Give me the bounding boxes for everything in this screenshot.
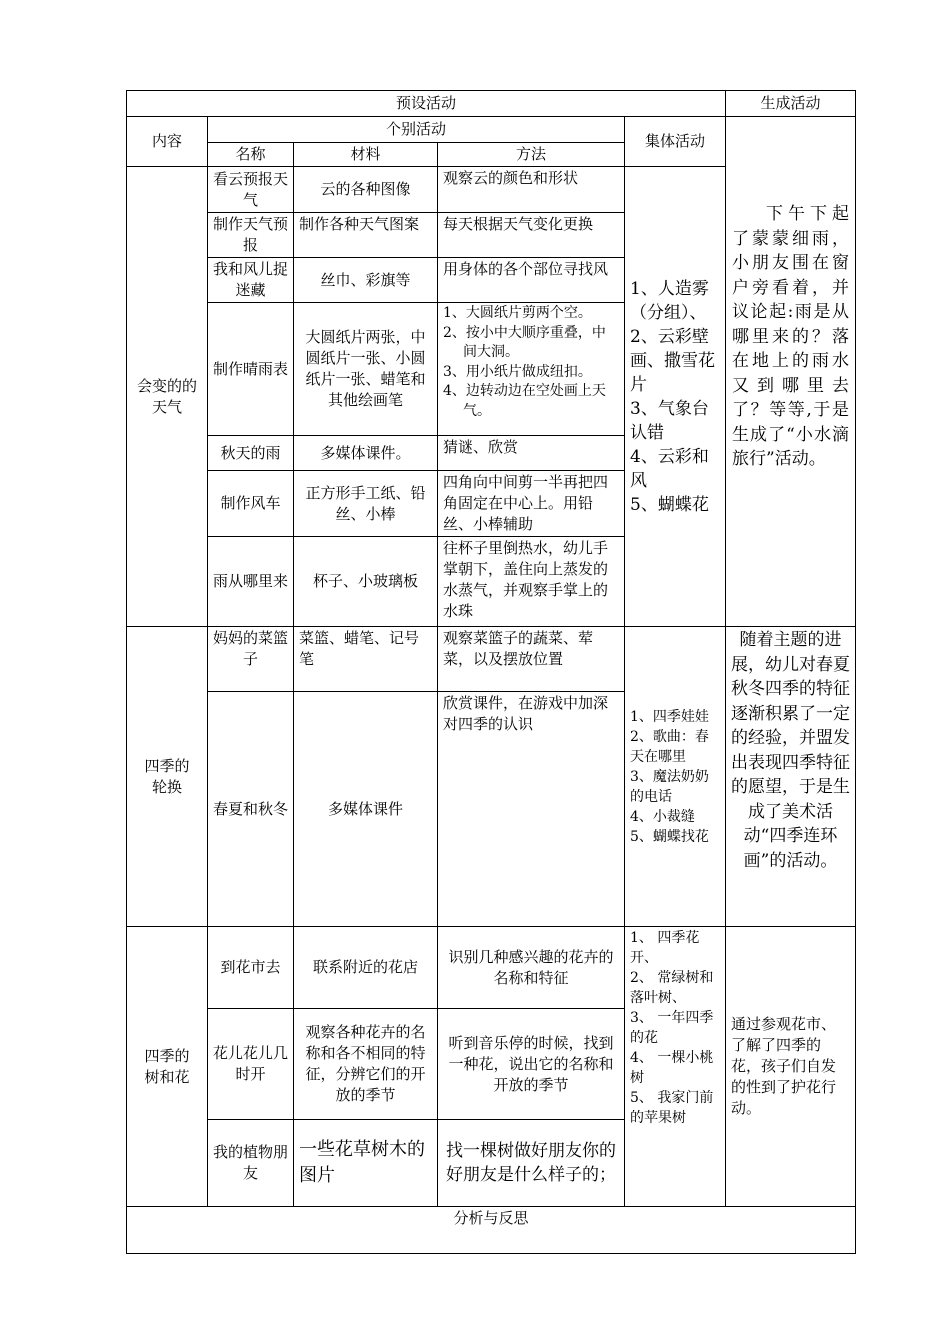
preset-activities-header: 预设活动 (127, 91, 726, 117)
activity-method: 观察云的颜色和形状 (438, 167, 625, 213)
method-step: 2、按小中大顺序重叠，中间大洞。 (443, 324, 606, 360)
collective-activities-header: 集体活动 (625, 117, 726, 167)
activity-method: 猜谜、欣赏 (438, 436, 625, 471)
name-header: 名称 (208, 143, 294, 167)
activity-method: 欣赏课件，在游戏中加深对四季的认识 (438, 692, 625, 927)
method-step: 3、用小纸片做成纽扣。 (443, 363, 592, 380)
generated-trees-flowers-text: 通过参观花市、了解了四季的花，孩子们自发的性到了护花行动。 (726, 927, 856, 1207)
activity-material: 联系附近的花店 (294, 927, 438, 1009)
activity-method: 识别几种感兴趣的花卉的名称和特征 (438, 927, 625, 1009)
activity-name: 花儿花儿几时开 (208, 1009, 294, 1120)
topic-trees-flowers: 四季的树和花 (127, 927, 208, 1207)
collective-seasons: 1、四季娃娃 2、歌曲：春天在哪里 3、魔法奶奶的电话 4、小裁缝 5、蝴蝶找花 (625, 627, 726, 927)
generated-weather-text: 下午下起了蒙蒙细雨，小朋友围在窗户旁看着，并议论起:雨是从哪里来的？落在地上的雨水又到哪里去了？等等,于是生成了“小水滴旅行”活动。 (732, 204, 849, 469)
content-header: 内容 (127, 117, 208, 167)
method-header: 方法 (438, 143, 625, 167)
generated-activities-header: 生成活动 (726, 91, 856, 117)
generated-seasons-text: 随着主题的进展，幼儿对春夏秋冬四季的特征逐渐积累了一定的经验，并盟发出表现四季特征的愿望，于是生成了美术活动“四季连环画”的活动。 (726, 627, 856, 927)
activity-name: 看云预报天气 (208, 167, 294, 213)
activity-material: 正方形手工纸、铅丝、小棒 (294, 471, 438, 537)
activity-material: 菜篮、蜡笔、记号笔 (294, 627, 438, 692)
activity-name: 秋天的雨 (208, 436, 294, 471)
activity-material: 一些花草树木的图片 (294, 1120, 438, 1207)
activity-name: 我和风儿捉迷藏 (208, 258, 294, 303)
collective-trees-flowers: 1、 四季花开、 2、 常绿树和落叶树、 3、 一年四季的花 4、 一棵小桃树 5、 我家门前的苹果树 (625, 927, 726, 1207)
activity-material: 多媒体课件。 (294, 436, 438, 471)
activity-name: 妈妈的菜篮子 (208, 627, 294, 692)
collective-weather: 1、人造雾（分组）、 2、云彩壁画、撒雪花片 3、气象台认错 4、云彩和风 5、蝴蝶花 (625, 167, 726, 627)
activity-method: 往杯子里倒热水，幼儿手掌朝下，盖住向上蒸发的水蒸气，并观察手掌上的水珠 (438, 537, 625, 627)
activity-method: 用身体的各个部位寻找风 (438, 258, 625, 303)
activity-name: 到花市去 (208, 927, 294, 1009)
activity-method: 听到音乐停的时候，找到一种花，说出它的名称和开放的季节 (438, 1009, 625, 1120)
activity-method: 每天根据天气变化更换 (438, 213, 625, 258)
individual-activities-header: 个别活动 (208, 117, 625, 143)
activity-method: 找一棵树做好朋友你的好朋友是什么样子的； (438, 1120, 625, 1207)
method-step: 1、大圆纸片剪两个空。 (443, 305, 592, 321)
activity-plan-table (126, 90, 856, 1254)
activity-name: 制作天气预报 (208, 213, 294, 258)
activity-method: 四角向中间剪一半再把四角固定在中心上。用铅丝、小棒辅助 (438, 471, 625, 537)
activity-material: 多媒体课件 (294, 692, 438, 927)
material-header: 材料 (294, 143, 438, 167)
generated-empty-top (726, 117, 856, 627)
activity-name: 春夏和秋冬 (208, 692, 294, 927)
activity-material: 制作各种天气图案 (294, 213, 438, 258)
activity-material: 大圆纸片两张，中圆纸片一张、小圆纸片一张、蜡笔和其他绘画笔 (294, 303, 438, 436)
activity-material: 云的各种图像 (294, 167, 438, 213)
activity-material: 观察各种花卉的名称和各不相同的特征，分辨它们的开放的季节 (294, 1009, 438, 1120)
activity-material: 杯子、小玻璃板 (294, 537, 438, 627)
method-step: 4、边转动边在空处画上天气。 (443, 383, 606, 419)
activity-method: 观察菜篮子的蔬菜、荤菜，以及摆放位置 (438, 627, 625, 692)
activity-method-steps (438, 303, 625, 436)
activity-name: 雨从哪里来 (208, 537, 294, 627)
activity-material: 丝巾、彩旗等 (294, 258, 438, 303)
topic-weather: 会变的的天气 (127, 167, 208, 627)
activity-name: 我的植物朋友 (208, 1120, 294, 1207)
topic-seasons: 四季的轮换 (127, 627, 208, 927)
activity-name: 制作晴雨表 (208, 303, 294, 436)
analysis-reflection: 分析与反思 (127, 1207, 856, 1254)
activity-name: 制作风车 (208, 471, 294, 537)
